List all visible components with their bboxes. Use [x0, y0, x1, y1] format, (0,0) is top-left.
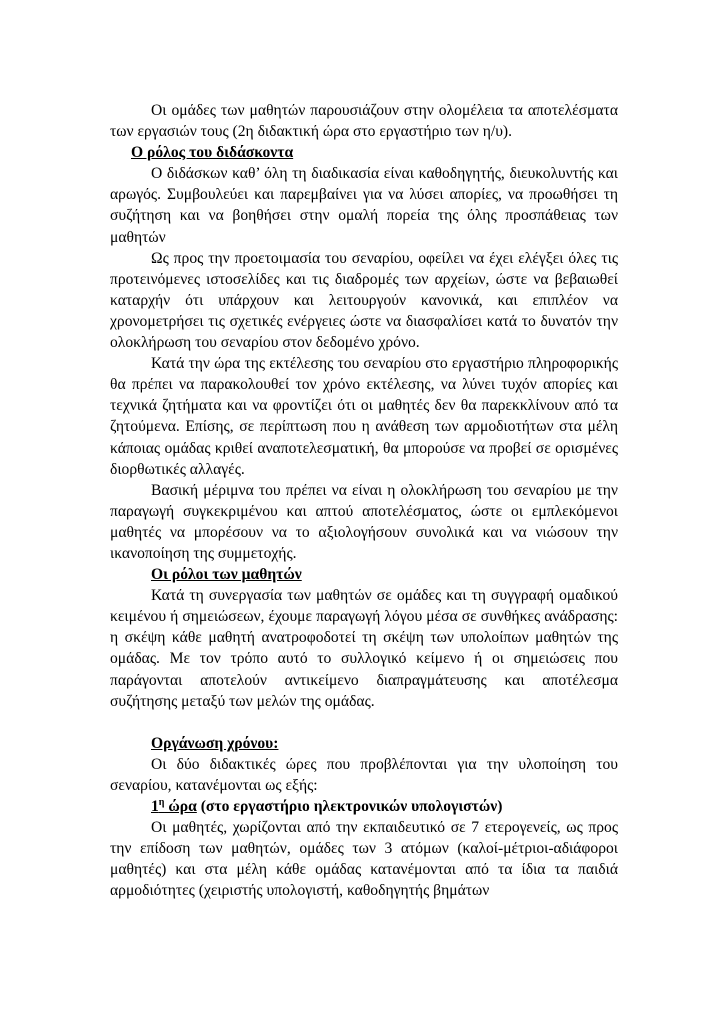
first-hour-heading	[110, 796, 618, 817]
document-page	[110, 100, 618, 901]
student-roles-heading: Οι ρόλοι των μαθητών	[151, 566, 302, 584]
time-organization-heading: Οργάνωση χρόνου:	[151, 734, 279, 752]
first-hour-paragraph: Οι μαθητές, χωρίζονται από την εκπαιδευτικό σε 7 ετερογενείς, ως προς την επίδοση των μαθητών, ομάδες των 3 ατόμων (καλοί-μέτριοι-αδιάφοροι μαθητές) και στα μέλη κάθε ομάδας κατανέμονται από τα ίδια τα παιδιά αρμοδιότητες (χειριστής υπολογιστή, καθοδηγητής βημάτων	[110, 819, 618, 900]
first-hour-label	[151, 798, 197, 815]
teacher-role-heading: Ο ρόλος του διδάσκοντα	[131, 144, 294, 162]
time-organization-paragraph: Οι δύο διδακτικές ώρες που προβλέπονται για την υλοποίηση του σεναρίου, κατανέμονται ως εξής:	[110, 755, 618, 794]
teacher-role-paragraph-1: Ο διδάσκων καθ’ όλη τη διαδικασία είναι καθοδηγητής, διευκολυντής και αρωγός. Συμβουλεύει και παρεμβαίνει για να λύσει απορίες, να προωθήσει τη συζήτηση και να βοηθήσει στην ομαλή πορεία της όλης προσπάθειας των μαθητών	[110, 165, 618, 246]
teacher-role-paragraph-4: Βασική μέριμνα του πρέπει να είναι η ολοκλήρωση του σεναρίου με την παραγωγή συγκεκριμένου και απτού αποτελέσματος, ώστε οι εμπλεκόμενοι μαθητές να μπορέσουν να το αξιολογήσουν συνολικά και να νιώσουν την ικανοποίηση της συμμετοχής.	[110, 481, 618, 562]
first-hour-detail: (στο εργαστήριο ηλεκτρονικών υπολογιστών)	[196, 798, 503, 815]
intro-paragraph: Οι ομάδες των μαθητών παρουσιάζουν στην ολομέλεια τα αποτελέσματα των εργασιών τους (2η διδακτική ώρα στο εργαστήριο των η/υ).	[110, 102, 618, 141]
student-roles-paragraph: Κατά τη συνεργασία των μαθητών σε ομάδες και τη συγγραφή ομαδικού κειμένου ή σημειώσεων, έχουμε παραγωγή λόγου μέσα σε συνθήκες ανάδρασης: η σκέψη κάθε μαθητή ανατροφοδοτεί τη σκέψη των υπολοίπων μαθητών της ομάδας. Με τον τρόπο αυτό το συλλογικό κείμενο ή οι σημειώσεις που παράγονται αποτελούν αντικείμενο διαπραγμάτευσης και αποτέλεσμα συζήτησης μεταξύ των μελών της ομάδας.	[110, 587, 618, 710]
teacher-role-paragraph-2: Ως προς την προετοιμασία του σεναρίου, οφείλει να έχει ελέγξει όλες τις προτεινόμενες ιστοσελίδες και τις διαδρομές των αρχείων, ώστε να βεβαιωθεί καταρχήν ότι υπάρχουν και λειτουργούν κανονικά, και επιπλέον να χρονομετρήσει τις σχετικές ενέργειες ώστε να διασφαλίσει κατά το δυνατόν την ολοκλήρωση του σεναρίου στον δεδομένο χρόνο.	[110, 249, 618, 352]
first-hour-word: ώρα	[164, 798, 197, 815]
first-hour-superscript: η	[158, 797, 165, 808]
first-hour-number: 1	[151, 798, 159, 815]
teacher-role-paragraph-3: Κατά την ώρα της εκτέλεσης του σεναρίου στο εργαστήριο πληροφορικής θα πρέπει να παρακολουθεί τον χρόνο εκτέλεσης, να λύνει τυχόν απορίες και τεχνικά ζητήματα και να φροντίζει ότι οι μαθητές δεν θα παρεκκλίνουν από τα ζητούμενα. Επίσης, σε περίπτωση που η ανάθεση των αρμοδιοτήτων στα μέλη κάποιας ομάδας κριθεί αναποτελεσματική, θα μπορούσε να προβεί σε ορισμένες διορθωτικές αλλαγές.	[110, 355, 618, 478]
